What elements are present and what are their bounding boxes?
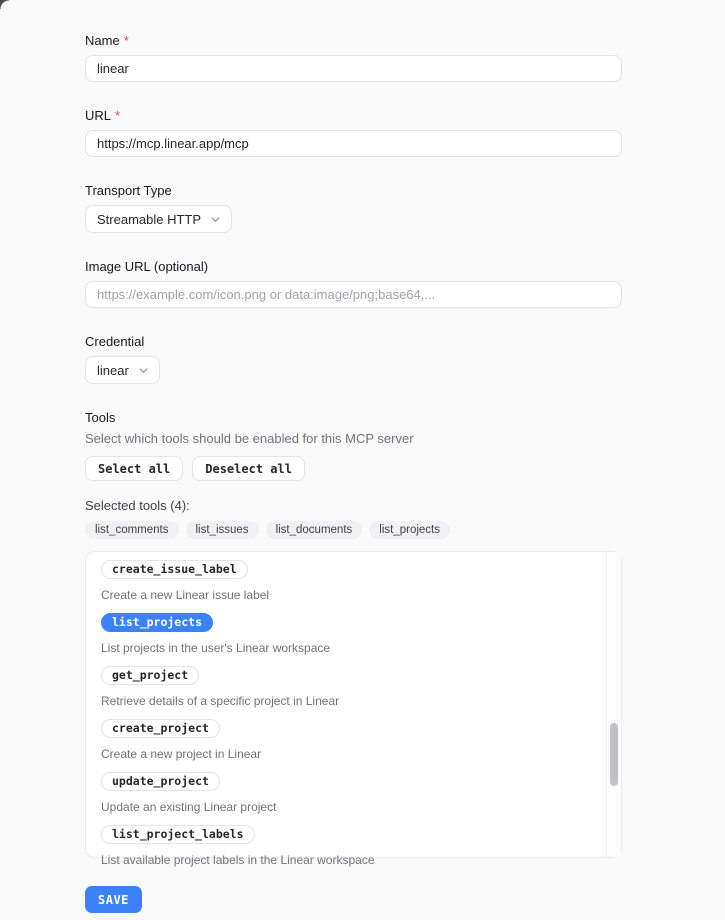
tool-list-item — [101, 666, 606, 708]
name-field-label — [85, 33, 622, 48]
name-input[interactable] — [85, 55, 622, 82]
tool-description: Update an existing Linear project — [101, 800, 277, 814]
url-input[interactable] — [85, 130, 622, 157]
credential-label: Credential — [85, 334, 145, 349]
mcp-server-form — [85, 33, 622, 913]
url-field-label — [85, 108, 622, 123]
transport-type-value: Streamable HTTP — [97, 211, 202, 227]
tool-toggle-get_project[interactable]: get_project — [101, 666, 199, 685]
window-corner-artifact — [0, 0, 9, 9]
image-url-field-group — [85, 259, 622, 308]
save-button[interactable]: SAVE — [85, 886, 142, 913]
transport-type-label: Transport Type — [85, 183, 172, 198]
credential-field-group — [85, 334, 622, 384]
chevron-down-icon — [210, 214, 221, 225]
select-all-button[interactable]: Select all — [85, 456, 183, 481]
deselect-all-button[interactable]: Deselect all — [192, 456, 305, 481]
tool-list[interactable] — [85, 551, 622, 867]
tool-description: Create a new project in Linear — [101, 747, 262, 761]
tool-list-items — [86, 552, 621, 867]
tool-toggle-update_project[interactable]: update_project — [101, 772, 220, 791]
tool-toggle-list_project_labels[interactable]: list_project_labels — [101, 825, 255, 844]
tool-list-item — [101, 825, 606, 867]
tool-list-item — [101, 719, 606, 761]
transport-field-group — [85, 183, 622, 233]
tools-heading: Tools — [85, 410, 116, 425]
chevron-down-icon — [138, 365, 149, 376]
image-url-input[interactable] — [85, 281, 622, 308]
name-field-group — [85, 33, 622, 82]
required-asterisk: * — [115, 108, 121, 123]
tool-toggle-create_project[interactable]: create_project — [101, 719, 220, 738]
required-asterisk: * — [123, 33, 129, 48]
url-field-group — [85, 108, 622, 157]
tool-description: List projects in the user's Linear workspace — [101, 641, 331, 655]
scrollbar-track[interactable] — [606, 552, 621, 857]
tool-toggle-create_issue_label[interactable]: create_issue_label — [101, 560, 248, 579]
scrollbar-thumb[interactable] — [610, 723, 618, 786]
url-field-label-text: URL — [85, 108, 112, 123]
tool-list-item — [101, 613, 606, 655]
tools-description: Select which tools should be enabled for this MCP server — [85, 431, 414, 446]
tool-list-item — [101, 772, 606, 814]
tool-list-item — [101, 560, 606, 602]
tools-section — [85, 410, 622, 867]
tool-description: Create a new Linear issue label — [101, 588, 270, 602]
credential-value: linear — [97, 362, 129, 378]
selected-tools-label: Selected tools (4): — [85, 498, 190, 513]
tools-bulk-actions — [85, 456, 622, 481]
credential-select[interactable] — [85, 356, 160, 384]
selected-tool-chip: list_documents — [266, 521, 363, 539]
tool-toggle-list_projects[interactable]: list_projects — [101, 613, 213, 632]
selected-tool-chip: list_projects — [369, 521, 450, 539]
image-url-label: Image URL (optional) — [85, 259, 209, 274]
selected-tool-chip: list_issues — [186, 521, 259, 539]
name-field-label-text: Name — [85, 33, 120, 48]
tool-description: List available project labels in the Linear workspace — [101, 853, 375, 867]
selected-tool-chip: list_comments — [85, 521, 179, 539]
transport-type-select[interactable] — [85, 205, 232, 233]
selected-tools-chips — [85, 521, 622, 539]
tool-description: Retrieve details of a specific project in Linear — [101, 694, 340, 708]
